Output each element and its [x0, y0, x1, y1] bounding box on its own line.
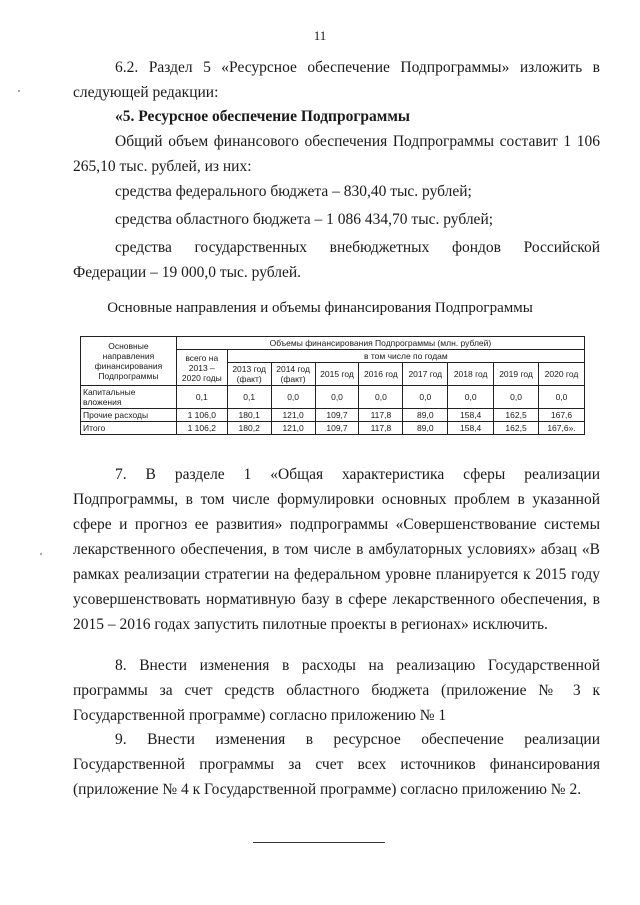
table-cell: 0,0	[448, 386, 494, 409]
table-cell: 0,0	[403, 386, 448, 409]
header-year: 2017 год	[403, 363, 448, 386]
page-number: 11	[313, 28, 327, 43]
header-by-years: в том числе по годам	[227, 350, 584, 363]
table-cell: 109,7	[315, 409, 359, 422]
table-cell: 162,5	[494, 422, 539, 435]
table-cell: 0,1	[176, 386, 227, 409]
table-cell: 117,8	[359, 409, 403, 422]
header-year: 2014 год (факт)	[271, 363, 315, 386]
table-cell: 180,2	[227, 422, 271, 435]
extrabudgetary-funds-line: средства государственных внебюджетных фондов Российской Федерации – 19 000,0 тыс. рублей.	[73, 239, 600, 281]
paragraph-9: 9. Внести изменения в ресурсное обеспечение реализации Государственной программы за счет всех источников финансирования (приложение № 4 к Государственной программе) согласно приложению № 2.	[73, 731, 600, 798]
table-cell: 0,0	[539, 386, 585, 409]
table-cell: 121,0	[271, 409, 315, 422]
scan-speck	[40, 553, 42, 555]
table-cell: 0,0	[315, 386, 359, 409]
header-directions: Основные направления финансирования Подпрограммы	[81, 337, 177, 386]
table-cell: 0,0	[271, 386, 315, 409]
table-cell: 1 106,2	[176, 422, 227, 435]
table-row	[81, 386, 585, 409]
row-label: Итого	[81, 422, 177, 435]
table-cell: 180,1	[227, 409, 271, 422]
table-cell: 0,0	[359, 386, 403, 409]
header-total: всего на 2013 – 2020 годы	[176, 350, 227, 386]
paragraph-7: 7. В разделе 1 «Общая характеристика сферы реализации Подпрограммы, в том числе формулировки основных проблем в указанной сфере и прогноз ее развития» подпрограммы «Совершенствование системы лекарственного обеспечения, в том числе в амбулаторных условиях» абзац «В рамках реализации стратегии на федеральном уровне планируется к 2015 году усовершенствовать нормативную базу в сфере лекарственного обеспечения, в 2015 – 2016 годах запустить пилотные проекты в регионах» исключить.	[73, 466, 600, 633]
row-label: Капитальные вложения	[81, 386, 177, 409]
total-funding-paragraph: Общий объем финансового обеспечения Подпрограммы составит 1 106 265,10 тыс. рублей, из них:	[73, 133, 600, 175]
table-cell: 0,0	[494, 386, 539, 409]
header-year: 2020 год	[539, 363, 585, 386]
closing-divider	[253, 842, 385, 843]
table-cell: 158,4	[448, 422, 494, 435]
header-year: 2015 год	[315, 363, 359, 386]
table-title: Основные направления и объемы финансирования Подпрограммы	[107, 300, 533, 316]
table-cell: 89,0	[403, 422, 448, 435]
table-cell: 167,6».	[539, 422, 585, 435]
table-cell: 117,8	[359, 422, 403, 435]
table-cell: 162,5	[494, 409, 539, 422]
table-cell: 1 106,0	[176, 409, 227, 422]
table-row	[81, 409, 585, 422]
table-cell: 167,6	[539, 409, 585, 422]
section-heading: «5. Ресурсное обеспечение Подпрограммы	[115, 108, 410, 125]
header-year: 2019 год	[494, 363, 539, 386]
header-year: 2013 год (факт)	[227, 363, 271, 386]
scan-speck	[18, 90, 20, 92]
row-label: Прочие расходы	[81, 409, 177, 422]
table-cell: 89,0	[403, 409, 448, 422]
table-cell: 158,4	[448, 409, 494, 422]
header-year: 2016 год	[359, 363, 403, 386]
header-volumes: Объемы финансирования Подпрограммы (млн. рублей)	[176, 337, 584, 350]
paragraph-8: 8. Внести изменения в расходы на реализацию Государственной программы за счет средств областного бюджета (приложение № 3 к Государственной программе) согласно приложению № 1	[73, 657, 600, 724]
federal-budget-line: средства федерального бюджета – 830,40 тыс. рублей;	[115, 183, 472, 200]
paragraph-6-2: 6.2. Раздел 5 «Ресурсное обеспечение Подпрограммы» изложить в следующей редакции:	[73, 59, 600, 101]
table-cell: 0,1	[227, 386, 271, 409]
table-cell: 121,0	[271, 422, 315, 435]
header-year: 2018 год	[448, 363, 494, 386]
table-cell: 109,7	[315, 422, 359, 435]
funding-table	[80, 336, 585, 435]
regional-budget-line: средства областного бюджета – 1 086 434,70 тыс. рублей;	[115, 211, 494, 228]
table-row	[81, 422, 585, 435]
